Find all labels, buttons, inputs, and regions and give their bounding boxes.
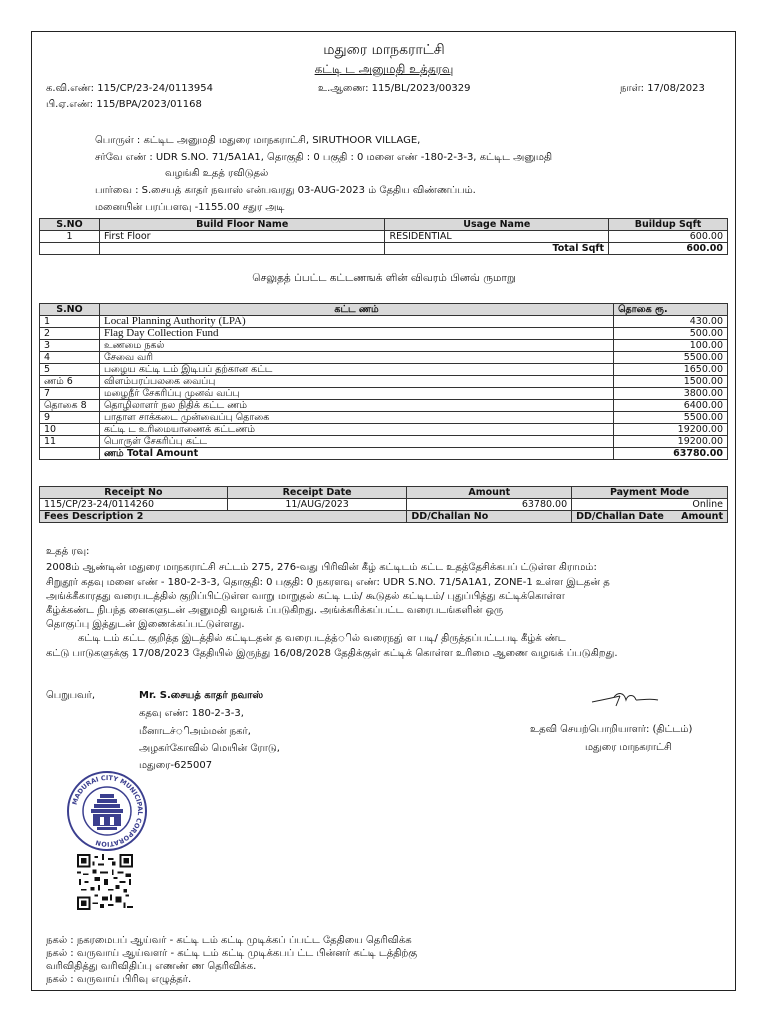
cell: 2 bbox=[40, 328, 100, 340]
table-row bbox=[40, 316, 728, 328]
cell: 5500.00 bbox=[614, 412, 728, 424]
cell: 3 bbox=[40, 340, 100, 352]
table-row bbox=[40, 231, 728, 243]
cell: 10 bbox=[40, 424, 100, 436]
floor-table bbox=[39, 218, 728, 255]
table-row bbox=[40, 412, 728, 424]
cell: Local Planning Authority (LPA) bbox=[99, 316, 613, 328]
order-number: உ.ஆணை: 115/BL/2023/00329 bbox=[318, 83, 471, 94]
receipt-table bbox=[39, 486, 728, 523]
column-header: Receipt Date bbox=[227, 487, 407, 499]
cell: First Floor bbox=[99, 231, 385, 243]
column-header: Amount bbox=[407, 487, 572, 499]
cell: 1650.00 bbox=[614, 364, 728, 376]
column-header: Payment Mode bbox=[572, 487, 728, 499]
table-row bbox=[40, 388, 728, 400]
column-header: கட்ட ணம் bbox=[99, 304, 613, 316]
receipt-number: 115/CP/23-24/0114260 bbox=[40, 499, 228, 511]
recipient-address-3: அழகர்கோவில் மெயின் ரோடு, bbox=[139, 743, 280, 754]
table-row bbox=[40, 340, 728, 352]
copy-line-2: நகல் : வருவாய் ஆய்வளர் - கட்டி டம் கட்டி முடிக்கபப் ட்ட பின்னர் கட்டி டத்திற்கு bbox=[46, 948, 418, 959]
cell: 100.00 bbox=[614, 340, 728, 352]
order-line-2: சிறுதூர் கதவு மனை எண் - 180-2-3-3, தொகுதி: 0 பகுதி: 0 நகரளவு எண்: UDR S.NO. 71/5A1A1, ZONE-1 உள்ள இடதன் த bbox=[46, 577, 610, 588]
copy-line-3: வரிவிதித்து வரிவிதிப்பு எணண் ண தெரிவிக்க. bbox=[46, 961, 257, 972]
cell: சேவை வரி bbox=[99, 352, 613, 364]
recipient-address-1: கதவு எண்: 180-2-3-3, bbox=[139, 708, 244, 719]
cell: 500.00 bbox=[614, 328, 728, 340]
cell: 5 bbox=[40, 364, 100, 376]
column-header: DD/Challan No bbox=[407, 511, 572, 523]
cell: பழைய கட்டி டம் இடிபப் தற்கான கட்ட bbox=[99, 364, 613, 376]
table-total-row bbox=[40, 243, 728, 255]
fees-heading: செலுதத் ப்பட்ட கட்டணஙக் ளின் விவரம் பினவ் ருமாறு bbox=[252, 272, 516, 284]
cell: 1500.00 bbox=[614, 376, 728, 388]
order-heading: உதத் ரவு: bbox=[46, 546, 90, 557]
order-line-7: கட்டு பாடுகளுக்கு 17/08/2023 தேதியில் இருந்து 16/08/2028 தேதிக்குள் கட்டிக் கொள்ள உரிமை ஆணை வழஙக் ப்படுகிறது. bbox=[46, 648, 618, 659]
copy-line-4: நகல் : வருவாய் பிரிவு எழுத்தர். bbox=[46, 974, 192, 985]
column-header: DD/Challan Date Amount bbox=[572, 511, 728, 523]
column-header: தொகை ரூ. bbox=[614, 304, 728, 316]
table-total-row bbox=[40, 448, 728, 460]
recipient-address-2: மீனாடச்ிஅம்மன் நகர், bbox=[139, 726, 251, 737]
order-line-3: அங்க்கீகாரதது வரைபடத்தில் குறிப்பிட்டுள்ள வாறு மாறுதல் கட்டி டம்/ கூடுதல் கட்டிடம்/ புதுப்பித்து கட்டிக்கொள்ள bbox=[46, 591, 565, 602]
table-row bbox=[40, 364, 728, 376]
cell: 4 bbox=[40, 352, 100, 364]
cell: 3800.00 bbox=[614, 388, 728, 400]
order-date: நாள்: 17/08/2023 bbox=[620, 83, 705, 94]
cell: 7 bbox=[40, 388, 100, 400]
table-row bbox=[40, 511, 728, 523]
municipal-seal bbox=[66, 770, 148, 852]
cell: தொகை 8 bbox=[40, 400, 100, 412]
signatory-designation: உதவி செயற்பொறியாளர்: (திட்டம்) bbox=[530, 724, 693, 735]
cell: கட்டி ட உரிமையாணைக் கட்டணம் bbox=[99, 424, 613, 436]
receipt-amount: 63780.00 bbox=[407, 499, 572, 511]
payment-mode: Online bbox=[572, 499, 728, 511]
fees-description: Fees Description 2 bbox=[40, 511, 407, 523]
column-header: S.NO bbox=[40, 219, 100, 231]
cell: 19200.00 bbox=[614, 424, 728, 436]
pia-number: பி.ஏ.எண்: 115/BPA/2023/01168 bbox=[46, 99, 202, 110]
cell: பொருள் சேகரிப்பு கட்ட bbox=[99, 436, 613, 448]
table-row bbox=[40, 436, 728, 448]
fees-table-header bbox=[40, 304, 728, 316]
column-header: Build Floor Name bbox=[99, 219, 385, 231]
cell: 1 bbox=[40, 316, 100, 328]
signatory-organisation: மதுரை மாநகராட்சி bbox=[585, 742, 672, 753]
order-line-5: தொகுப்பு இத்துடன் இணைக்கப்பட்டுள்ளது. bbox=[46, 619, 245, 630]
cell: பாதாள சாக்கடை முன்வைப்பு தொகை bbox=[99, 412, 613, 424]
table-row bbox=[40, 424, 728, 436]
receipt-date: 11/AUG/2023 bbox=[227, 499, 407, 511]
cell: ணம் 6 bbox=[40, 376, 100, 388]
cell: Flag Day Collection Fund bbox=[99, 328, 613, 340]
total-label: ணம் Total Amount bbox=[99, 448, 613, 460]
cell: 9 bbox=[40, 412, 100, 424]
subject-line-2: சர்வே எண் : UDR S.NO. 71/5A1A1, தொகுதி : 0 பகுதி : 0 மனை எண் -180-2-3-3, கட்டிட அனுமதி bbox=[95, 152, 553, 163]
total-value: 600.00 bbox=[609, 243, 728, 255]
cell: 6400.00 bbox=[614, 400, 728, 412]
column-header: Receipt No bbox=[40, 487, 228, 499]
total-label: Total Sqft bbox=[385, 243, 609, 255]
kavi-number: க.வி.எண்: 115/CP/23-24/0113954 bbox=[46, 83, 214, 94]
cell: 430.00 bbox=[614, 316, 728, 328]
receipt-table-header bbox=[40, 487, 728, 499]
plot-area-line: மனையின் பரப்பளவு -1155.00 சதுர அடி bbox=[95, 202, 285, 213]
fees-table bbox=[39, 303, 728, 460]
cell: உணமை நகல் bbox=[99, 340, 613, 352]
subject-line-3: வழங்கி உதத் ரவிடுதல் bbox=[165, 168, 269, 179]
cell: 11 bbox=[40, 436, 100, 448]
recipient-label: பெறுபவர், bbox=[46, 690, 95, 701]
cell: 5500.00 bbox=[614, 352, 728, 364]
cell: 19200.00 bbox=[614, 436, 728, 448]
table-row bbox=[40, 400, 728, 412]
order-line-6: கட்டி டம் கட்ட குறித்த இடத்தில் கட்டிடதன் த வரைபடத்த்ில் வரைநது் ள படி/ திருத்தப்பட்டபடி கீழ்க் ண்ட bbox=[78, 633, 566, 644]
table-row bbox=[40, 352, 728, 364]
order-line-4: கீழ்க்கண்ட நிபந்த னைகளுடன் அனுமதி வழஙக் ப்படுகிறது. அங்க்கரிக்கப்பட்ட வரைபடங்களின் ஒரு bbox=[46, 605, 504, 616]
column-header: Buildup Sqft bbox=[609, 219, 728, 231]
cell: விளம்பரப்பலகை வைப்பு bbox=[99, 376, 613, 388]
recipient-name: Mr. S.சையத் காதர் நவாஸ் bbox=[139, 690, 264, 701]
qr-code bbox=[77, 854, 133, 910]
cell: 600.00 bbox=[609, 231, 728, 243]
document-title: மதுரை மாநகராட்சி bbox=[323, 42, 445, 58]
cell: RESIDENTIAL bbox=[385, 231, 609, 243]
column-header: S.NO bbox=[40, 304, 100, 316]
table-row bbox=[40, 376, 728, 388]
column-header: Usage Name bbox=[385, 219, 609, 231]
order-line-1: 2008ம் ஆண்டின் மதுரை மாநகராட்சி சட்டம் 275, 276-வது பிரிவின் கீழ் கட்டிடம் கட்ட உதத்தேசிக்கபப் ட்டுள்ள கிராமம்: bbox=[46, 562, 597, 573]
cell: 1 bbox=[40, 231, 100, 243]
recipient-address-4: மதுரை-625007 bbox=[139, 760, 213, 771]
reference-line: பார்வை : S.சையத் காதர் நவாஸ் என்பவரது 03-AUG-2023 ம் தேதிய விண்ணப்பம். bbox=[95, 185, 476, 196]
signature-mark bbox=[590, 688, 660, 710]
seal-text: MADURAI CITY MUNICIPAL CORPORATION bbox=[70, 773, 145, 849]
cell: தொழிலாளர் நல நிதிக் கட்ட ணம் bbox=[99, 400, 613, 412]
table-row bbox=[40, 499, 728, 511]
total-value: 63780.00 bbox=[614, 448, 728, 460]
subject-line-1: பொருள் : கட்டிட அனுமதி மதுரை மாநகராட்சி, SIRUTHOOR VILLAGE, bbox=[95, 135, 421, 146]
floor-table-header bbox=[40, 219, 728, 231]
table-row bbox=[40, 328, 728, 340]
cell: மழைநீர் சேகரிப்பு முனவ் வப்பு bbox=[99, 388, 613, 400]
copy-line-1: நகல் : நகரமைபப் ஆய்வர் - கட்டி டம் கட்டி முடிக்கப் ப்பட்ட தேதியை தெரிவிக்க bbox=[46, 935, 412, 946]
document-subtitle: கட்டி ட அனுமதி உத்தரவு bbox=[314, 62, 454, 76]
